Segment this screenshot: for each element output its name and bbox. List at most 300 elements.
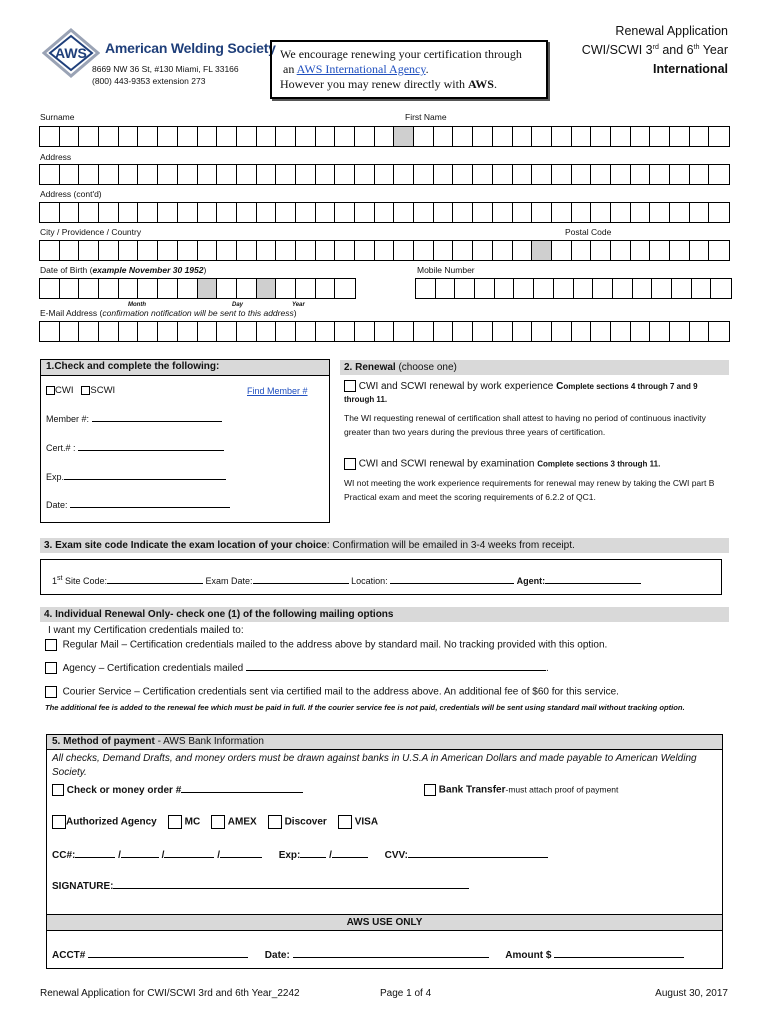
char-box[interactable]	[611, 322, 631, 341]
title-line-2	[582, 41, 728, 60]
char-box[interactable]	[690, 322, 710, 341]
char-box[interactable]	[631, 203, 651, 222]
title-and: and 6	[658, 43, 694, 57]
char-box[interactable]	[355, 127, 375, 146]
title-international: International	[652, 62, 728, 76]
char-box[interactable]	[99, 279, 119, 298]
char-box[interactable]	[119, 165, 139, 184]
section5-title	[47, 735, 722, 750]
char-box[interactable]	[690, 203, 710, 222]
char-box[interactable]	[276, 241, 296, 260]
exam-date-input[interactable]	[253, 575, 349, 584]
char-box[interactable]	[316, 241, 336, 260]
card-details-row: CC#: / / / Exp: / CVV:	[52, 849, 548, 861]
authorized-agency-checkbox[interactable]	[52, 815, 66, 829]
char-box[interactable]	[650, 241, 670, 260]
signature-input[interactable]	[113, 880, 469, 889]
location-input[interactable]	[390, 575, 514, 584]
char-box[interactable]	[552, 241, 572, 260]
char-box[interactable]	[534, 279, 554, 298]
char-box[interactable]	[414, 322, 434, 341]
char-box[interactable]	[158, 127, 178, 146]
char-box[interactable]	[633, 279, 653, 298]
char-box[interactable]	[158, 203, 178, 222]
char-box[interactable]	[455, 279, 475, 298]
form-title	[582, 22, 728, 79]
char-box[interactable]	[276, 165, 296, 184]
exp-field[interactable]	[46, 471, 226, 482]
char-box[interactable]	[434, 322, 454, 341]
char-box[interactable]	[611, 241, 631, 260]
char-box[interactable]	[60, 203, 80, 222]
char-box[interactable]	[138, 279, 158, 298]
char-box[interactable]	[40, 203, 60, 222]
regular-mail-checkbox[interactable]	[45, 639, 57, 651]
char-box[interactable]	[355, 322, 375, 341]
char-box[interactable]	[709, 127, 729, 146]
char-box[interactable]	[591, 241, 611, 260]
char-box[interactable]	[650, 203, 670, 222]
char-box[interactable]	[178, 279, 198, 298]
amex-label: AMEX	[227, 816, 257, 828]
char-box[interactable]	[493, 203, 513, 222]
agent-input[interactable]	[545, 575, 641, 584]
bank-transfer-option	[424, 784, 618, 796]
char-box[interactable]	[296, 165, 316, 184]
char-box[interactable]	[514, 279, 534, 298]
dob-close: )	[203, 265, 207, 275]
courier-note: The additional fee is added to the renewal fee which must be paid in full. If the courier service fee is not paid, credentials will be sent using standard mail without tracking option.	[45, 703, 685, 712]
char-box[interactable]	[138, 203, 158, 222]
email-close: )	[293, 308, 297, 318]
char-box[interactable]	[119, 279, 139, 298]
check-number-input[interactable]	[181, 784, 303, 793]
char-box[interactable]	[79, 241, 99, 260]
title-sup-rd: rd	[652, 43, 659, 51]
card-options-row	[52, 815, 378, 829]
email-grid[interactable]	[39, 321, 730, 342]
char-box[interactable]	[650, 322, 670, 341]
date-line	[70, 499, 230, 508]
cc-part-3[interactable]	[164, 849, 214, 858]
address-label: Address	[40, 152, 72, 162]
char-box[interactable]	[237, 165, 257, 184]
char-box[interactable]	[591, 127, 611, 146]
char-box[interactable]	[178, 241, 198, 260]
char-box[interactable]	[434, 165, 454, 184]
member-label: Member #:	[46, 414, 90, 424]
char-box[interactable]	[572, 322, 592, 341]
member-line	[92, 413, 222, 422]
char-box[interactable]	[158, 322, 178, 341]
agency-mail-input[interactable]	[246, 662, 546, 671]
char-box[interactable]	[99, 241, 119, 260]
char-box[interactable]	[436, 279, 456, 298]
char-box[interactable]	[40, 322, 60, 341]
card-exp-month[interactable]	[300, 849, 326, 858]
char-box[interactable]	[513, 203, 533, 222]
renewal-experience-option	[344, 380, 724, 406]
cvv-label: CVV:	[384, 850, 408, 861]
char-box[interactable]	[335, 203, 355, 222]
mobile-grid[interactable]	[415, 278, 732, 299]
address-cont-grid[interactable]	[39, 202, 730, 223]
char-box[interactable]	[670, 322, 690, 341]
char-box[interactable]	[375, 241, 395, 260]
char-box[interactable]	[296, 127, 316, 146]
char-box[interactable]	[434, 203, 454, 222]
exam-label: CWI and SCWI renewal by examination	[358, 458, 538, 470]
char-box[interactable]	[375, 127, 395, 146]
char-box[interactable]	[709, 165, 729, 184]
char-box[interactable]	[237, 279, 257, 298]
char-box[interactable]	[60, 127, 80, 146]
city-label: City / Providence / Country	[40, 227, 142, 237]
dob-example: example November 30 1952	[92, 265, 204, 275]
char-box[interactable]	[670, 203, 690, 222]
char-box[interactable]	[532, 203, 552, 222]
char-box[interactable]	[178, 322, 198, 341]
char-box[interactable]	[60, 165, 80, 184]
char-box[interactable]	[138, 322, 158, 341]
char-box[interactable]	[276, 203, 296, 222]
char-box[interactable]	[532, 127, 552, 146]
char-box[interactable]	[375, 203, 395, 222]
cc-part-4[interactable]	[220, 849, 262, 858]
char-box[interactable]	[495, 279, 515, 298]
char-box[interactable]	[296, 279, 316, 298]
char-box[interactable]	[394, 241, 414, 260]
aws-agency-link[interactable]: AWS International Agency	[296, 62, 426, 76]
date-field[interactable]	[46, 499, 230, 510]
char-box[interactable]	[79, 165, 99, 184]
char-box[interactable]	[453, 322, 473, 341]
exam-checkbox[interactable]	[344, 458, 356, 470]
footer-page-number: Page 1 of 4	[380, 988, 432, 999]
discover-checkbox[interactable]	[268, 815, 282, 829]
char-box[interactable]	[554, 279, 574, 298]
char-box[interactable]	[532, 241, 552, 260]
char-box[interactable]	[414, 127, 434, 146]
exam-site-row	[52, 575, 641, 586]
char-box[interactable]	[178, 127, 198, 146]
char-box[interactable]	[394, 165, 414, 184]
agency-period: .	[546, 663, 549, 674]
char-box[interactable]	[276, 127, 296, 146]
bank-transfer-checkbox[interactable]	[424, 784, 436, 796]
char-box[interactable]	[650, 127, 670, 146]
find-member-link[interactable]: Find Member #	[247, 386, 308, 396]
char-box[interactable]	[60, 241, 80, 260]
char-box[interactable]	[119, 127, 139, 146]
char-box[interactable]	[79, 127, 99, 146]
dob-grid[interactable]	[39, 278, 356, 299]
card-exp-year[interactable]	[332, 849, 368, 858]
site-code-label: Site Code:	[62, 576, 107, 586]
char-box[interactable]	[513, 241, 533, 260]
notice-aws: AWS	[467, 77, 494, 91]
org-address	[92, 63, 239, 87]
char-box[interactable]	[690, 165, 710, 184]
signature-label: SIGNATURE:	[52, 881, 114, 892]
char-box[interactable]	[257, 279, 277, 298]
char-box[interactable]	[217, 203, 237, 222]
char-box[interactable]	[40, 165, 60, 184]
amex-checkbox[interactable]	[211, 815, 225, 829]
cwi-checkbox[interactable]	[46, 386, 55, 395]
regular-mail-option	[45, 639, 607, 651]
char-box[interactable]	[335, 127, 355, 146]
char-box[interactable]	[119, 203, 139, 222]
char-box[interactable]	[552, 322, 572, 341]
char-box[interactable]	[316, 203, 336, 222]
char-box[interactable]	[237, 203, 257, 222]
char-box[interactable]	[416, 279, 436, 298]
char-box[interactable]	[355, 241, 375, 260]
city-grid[interactable]	[39, 240, 730, 261]
notice-line-3-text: However you may renew directly with	[280, 77, 468, 91]
char-box[interactable]	[692, 279, 712, 298]
char-box[interactable]	[709, 241, 729, 260]
char-box[interactable]	[690, 127, 710, 146]
char-box[interactable]	[414, 203, 434, 222]
check-label: Check or money order #	[66, 785, 182, 796]
char-box[interactable]	[79, 279, 99, 298]
char-box[interactable]	[99, 127, 119, 146]
char-box[interactable]	[355, 203, 375, 222]
char-box[interactable]	[473, 165, 493, 184]
address-grid[interactable]	[39, 164, 730, 185]
agency-mail-checkbox[interactable]	[45, 662, 57, 674]
char-box[interactable]	[572, 203, 592, 222]
char-box[interactable]	[591, 203, 611, 222]
char-box[interactable]	[394, 127, 414, 146]
char-box[interactable]	[79, 203, 99, 222]
char-box[interactable]	[532, 322, 552, 341]
char-box[interactable]	[670, 241, 690, 260]
char-box[interactable]	[217, 279, 237, 298]
cvv-input[interactable]	[408, 849, 548, 858]
char-box[interactable]	[473, 322, 493, 341]
char-box[interactable]	[198, 203, 218, 222]
char-box[interactable]	[237, 241, 257, 260]
postal-label: Postal Code	[565, 227, 612, 237]
char-box[interactable]	[158, 241, 178, 260]
char-box[interactable]	[316, 165, 336, 184]
char-box[interactable]	[257, 165, 277, 184]
mailing-intro: I want my Certification credentials mailed to:	[48, 625, 244, 636]
char-box[interactable]	[335, 322, 355, 341]
char-box[interactable]	[552, 203, 572, 222]
char-box[interactable]	[631, 322, 651, 341]
char-box[interactable]	[650, 165, 670, 184]
char-box[interactable]	[709, 203, 729, 222]
char-box[interactable]	[593, 279, 613, 298]
char-box[interactable]	[60, 279, 80, 298]
cert-field[interactable]	[46, 442, 224, 453]
char-box[interactable]	[611, 165, 631, 184]
char-box[interactable]	[394, 203, 414, 222]
char-box[interactable]	[158, 279, 178, 298]
char-box[interactable]	[572, 165, 592, 184]
char-box[interactable]	[591, 322, 611, 341]
char-box[interactable]	[316, 322, 336, 341]
notice-an: an	[283, 62, 297, 76]
char-box[interactable]	[79, 322, 99, 341]
char-box[interactable]	[198, 165, 218, 184]
check-checkbox[interactable]	[52, 784, 64, 796]
section2-title	[340, 360, 729, 375]
char-box[interactable]	[631, 165, 651, 184]
char-box[interactable]	[257, 322, 277, 341]
char-box[interactable]	[434, 127, 454, 146]
dob-label	[40, 265, 206, 275]
date-label: Date:	[46, 500, 68, 510]
char-box[interactable]	[119, 241, 139, 260]
char-box[interactable]	[276, 322, 296, 341]
char-box[interactable]	[453, 127, 473, 146]
char-box[interactable]	[355, 165, 375, 184]
char-box[interactable]	[316, 127, 336, 146]
char-box[interactable]	[99, 165, 119, 184]
site-num: 1	[52, 576, 58, 586]
payment-note: All checks, Demand Drafts, and money orders must be drawn against banks in U.S.A in American Dollars and made payable to American Welding Society.	[52, 753, 697, 778]
char-box[interactable]	[138, 127, 158, 146]
char-box[interactable]	[178, 203, 198, 222]
char-box[interactable]	[414, 241, 434, 260]
courier-checkbox[interactable]	[45, 686, 57, 698]
char-box[interactable]	[217, 241, 237, 260]
char-box[interactable]	[138, 241, 158, 260]
card-exp-label: Exp:	[278, 850, 301, 861]
char-box[interactable]	[513, 127, 533, 146]
char-box[interactable]	[198, 241, 218, 260]
char-box[interactable]	[552, 127, 572, 146]
char-box[interactable]	[513, 322, 533, 341]
char-box[interactable]	[613, 279, 633, 298]
char-box[interactable]	[296, 322, 316, 341]
char-box[interactable]	[40, 241, 60, 260]
char-box[interactable]	[217, 127, 237, 146]
char-box[interactable]	[198, 279, 218, 298]
char-box[interactable]	[99, 322, 119, 341]
char-box[interactable]	[631, 241, 651, 260]
char-box[interactable]	[237, 127, 257, 146]
char-box[interactable]	[513, 165, 533, 184]
char-box[interactable]	[475, 279, 495, 298]
char-box[interactable]	[572, 127, 592, 146]
char-box[interactable]	[493, 165, 513, 184]
char-box[interactable]	[434, 241, 454, 260]
char-box[interactable]	[60, 322, 80, 341]
experience-checkbox[interactable]	[344, 380, 356, 392]
scwi-label: SCWI	[90, 385, 116, 396]
char-box[interactable]	[138, 165, 158, 184]
address-cont-label: Address (cont'd)	[40, 189, 102, 199]
char-box[interactable]	[99, 203, 119, 222]
char-box[interactable]	[40, 127, 60, 146]
char-box[interactable]	[493, 127, 513, 146]
char-box[interactable]	[473, 241, 493, 260]
char-box[interactable]	[158, 165, 178, 184]
char-box[interactable]	[198, 322, 218, 341]
char-box[interactable]	[711, 279, 731, 298]
char-box[interactable]	[119, 322, 139, 341]
char-box[interactable]	[375, 322, 395, 341]
mc-checkbox[interactable]	[168, 815, 182, 829]
char-box[interactable]	[552, 165, 572, 184]
section2-title-text: 2. Renewal	[344, 362, 396, 373]
char-box[interactable]	[178, 165, 198, 184]
char-box[interactable]	[375, 165, 395, 184]
char-box[interactable]	[217, 322, 237, 341]
char-box[interactable]	[217, 165, 237, 184]
char-box[interactable]	[335, 279, 355, 298]
member-field[interactable]	[46, 413, 222, 424]
aws-date-input[interactable]	[293, 949, 489, 958]
char-box[interactable]	[670, 165, 690, 184]
site-code-input[interactable]	[107, 575, 203, 584]
char-box[interactable]	[453, 203, 473, 222]
char-box[interactable]	[631, 127, 651, 146]
char-box[interactable]	[572, 241, 592, 260]
char-box[interactable]	[276, 279, 296, 298]
char-box[interactable]	[611, 127, 631, 146]
char-box[interactable]	[473, 203, 493, 222]
char-box[interactable]	[652, 279, 672, 298]
char-box[interactable]	[473, 127, 493, 146]
section3-title-note: : Confirmation will be emailed in 3-4 weeks from receipt.	[326, 540, 575, 551]
section3-title	[40, 538, 729, 553]
name-grid[interactable]	[39, 126, 730, 147]
char-box[interactable]	[394, 322, 414, 341]
mobile-label: Mobile Number	[417, 265, 475, 275]
char-box[interactable]	[493, 322, 513, 341]
char-box[interactable]	[414, 165, 434, 184]
char-box[interactable]	[40, 279, 60, 298]
char-box[interactable]	[296, 203, 316, 222]
amount-input[interactable]	[554, 949, 684, 958]
char-box[interactable]	[453, 165, 473, 184]
char-box[interactable]	[198, 127, 218, 146]
char-box[interactable]	[296, 241, 316, 260]
acct-input[interactable]	[88, 949, 248, 958]
char-box[interactable]	[690, 241, 710, 260]
check-option	[52, 784, 303, 796]
char-box[interactable]	[493, 241, 513, 260]
visa-checkbox[interactable]	[338, 815, 352, 829]
char-box[interactable]	[316, 279, 336, 298]
char-box[interactable]	[591, 165, 611, 184]
title-line-1: Renewal Application	[615, 24, 728, 38]
char-box[interactable]	[532, 165, 552, 184]
char-box[interactable]	[335, 165, 355, 184]
char-box[interactable]	[237, 322, 257, 341]
char-box[interactable]	[670, 127, 690, 146]
char-box[interactable]	[611, 203, 631, 222]
char-box[interactable]	[335, 241, 355, 260]
char-box[interactable]	[257, 241, 277, 260]
char-box[interactable]	[574, 279, 594, 298]
char-box[interactable]	[453, 241, 473, 260]
char-box[interactable]	[257, 127, 277, 146]
char-box[interactable]	[257, 203, 277, 222]
char-box[interactable]	[672, 279, 692, 298]
cc-part-1[interactable]	[75, 849, 115, 858]
char-box[interactable]	[709, 322, 729, 341]
agency-mail-option	[45, 662, 549, 674]
cc-part-2[interactable]	[121, 849, 159, 858]
